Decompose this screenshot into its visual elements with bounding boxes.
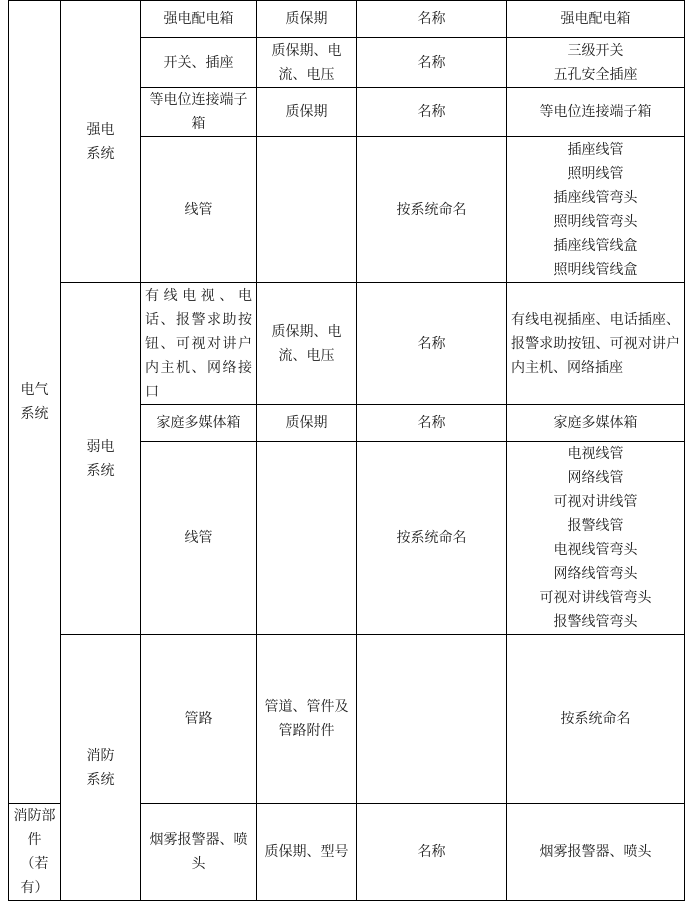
category-label: 系统 <box>86 771 115 788</box>
item-cell: 烟雾报警器、喷头 <box>141 804 257 901</box>
example-line: 报警线管 <box>567 518 624 534</box>
naming-cell: 名称 <box>357 38 507 88</box>
category-label: 电气 <box>20 382 49 398</box>
naming-cell: 按系统命名 <box>357 137 507 283</box>
period-cell: 质保期 <box>257 88 357 137</box>
example-line: 照明线管线盒 <box>553 261 638 278</box>
period-cell: 质保期、电流、电压 <box>257 283 357 405</box>
example-line: 电视线管 <box>567 446 624 462</box>
item-cell: 线管 <box>141 137 257 283</box>
subsystem-cell-strong <box>61 1 141 283</box>
asset-attribute-table <box>8 0 685 901</box>
period-cell: 质保期 <box>257 405 357 442</box>
period-cell: 质保期、电流、电压 <box>257 38 357 88</box>
subsystem-cell-weak <box>61 283 141 635</box>
example-line: 烟雾报警器、喷头 <box>539 844 652 860</box>
example-cell <box>507 442 685 635</box>
item-cell: 有线电视、电话、报警求助按钮、可视对讲户内主机、网络接口 <box>141 283 257 405</box>
example-line: 插座线管线盒 <box>553 237 638 254</box>
example-line: 五孔安全插座 <box>553 66 638 83</box>
naming-cell: 名称 <box>357 88 507 137</box>
subsystem-label: 弱电 <box>86 438 115 455</box>
example-line: 电视线管弯头 <box>553 542 638 558</box>
item-cell: 开关、插座 <box>141 38 257 88</box>
item-cell: 线管 <box>141 442 257 635</box>
naming-cell: 名称 <box>357 1 507 38</box>
example-cell <box>507 38 685 88</box>
example-line: 强电配电箱 <box>560 11 631 27</box>
subsystem-label: 管路 <box>184 711 213 727</box>
subsystem-label: （若有） <box>20 856 49 896</box>
example-line: 插座线管 <box>567 141 624 158</box>
table-row <box>9 1 685 38</box>
subsystem-label: 系统 <box>86 462 115 479</box>
item-cell: 管道、管件及管路附件 <box>257 635 357 804</box>
subsystem-label: 系统 <box>86 145 115 162</box>
category-cell-electric <box>9 1 61 804</box>
example-cell <box>507 1 685 38</box>
example-line: 网络线管 <box>567 470 624 486</box>
naming-cell: 按系统命名 <box>507 635 685 804</box>
example-line: 可视对讲线管弯头 <box>539 590 652 606</box>
period-cell <box>357 635 507 804</box>
example-line: 照明线管弯头 <box>553 213 638 230</box>
example-cell <box>507 88 685 137</box>
category-label: 消防 <box>86 747 115 764</box>
category-cell-fire <box>61 635 141 901</box>
item-cell: 等电位连接端子箱 <box>141 88 257 137</box>
example-line: 等电位连接端子箱 <box>539 104 652 120</box>
example-line: 三级开关 <box>567 42 624 59</box>
example-line: 网络线管弯头 <box>553 566 638 582</box>
category-label: 系统 <box>20 406 49 422</box>
example-line: 有线电视插座、电话插座、报警求助按钮、可视对讲户内主机、网络插座 <box>511 311 680 376</box>
example-cell <box>507 137 685 283</box>
example-line: 照明线管 <box>567 165 624 182</box>
naming-cell: 名称 <box>357 405 507 442</box>
example-cell <box>507 405 685 442</box>
period-cell: 质保期、型号 <box>257 804 357 901</box>
naming-cell: 按系统命名 <box>357 442 507 635</box>
example-cell <box>507 804 685 901</box>
period-cell <box>257 442 357 635</box>
item-cell: 家庭多媒体箱 <box>141 405 257 442</box>
naming-cell: 名称 <box>357 804 507 901</box>
naming-cell: 名称 <box>357 283 507 405</box>
table-row <box>9 283 685 405</box>
example-line: 插座线管弯头 <box>553 189 638 206</box>
example-line: 报警线管弯头 <box>553 614 638 630</box>
example-line: 家庭多媒体箱 <box>553 415 638 431</box>
example-cell <box>507 283 685 405</box>
table-row <box>9 635 685 804</box>
subsystem-cell <box>141 635 257 804</box>
item-cell: 强电配电箱 <box>141 1 257 38</box>
example-line: 可视对讲线管 <box>553 494 638 510</box>
subsystem-label: 消防部件 <box>13 808 56 848</box>
subsystem-cell <box>9 804 61 901</box>
period-cell: 质保期 <box>257 1 357 38</box>
subsystem-label: 强电 <box>86 121 115 138</box>
period-cell <box>257 137 357 283</box>
